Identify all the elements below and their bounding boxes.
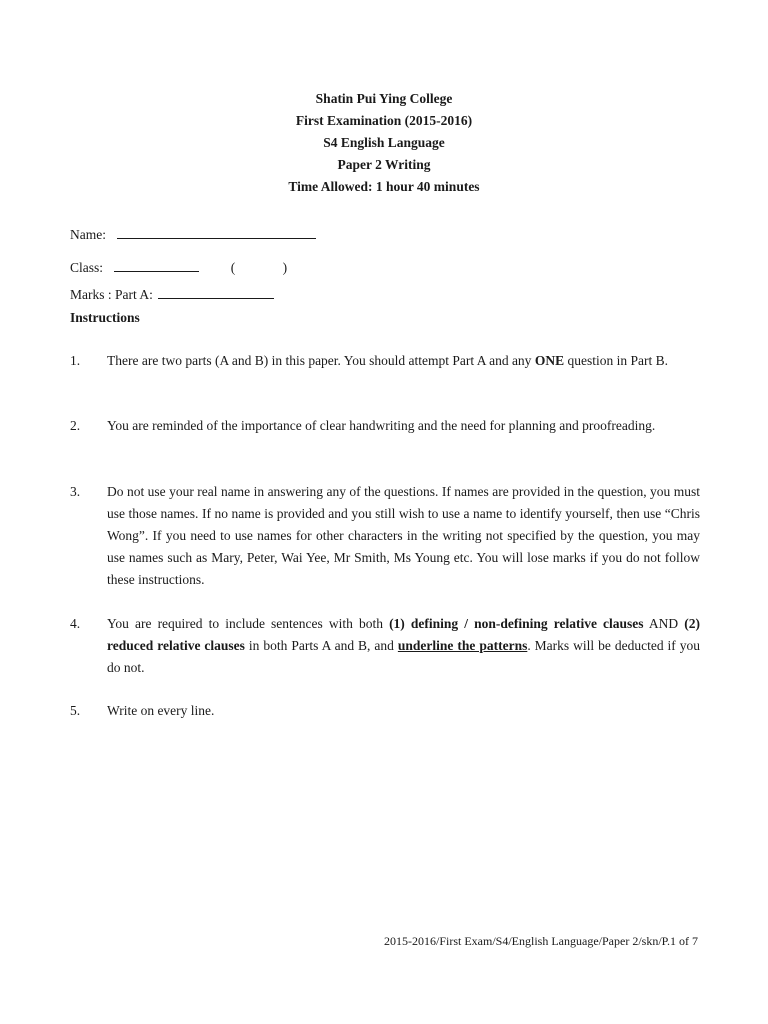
instruction-item-1: [70, 350, 700, 372]
instruction-item-2: [70, 415, 700, 437]
name-field: [70, 224, 710, 246]
marks-blank: [158, 284, 274, 299]
exam-header: [0, 88, 768, 198]
class-field: [70, 257, 710, 279]
instruction-number: 1.: [70, 353, 81, 368]
class-number-paren-open: (: [230, 260, 236, 275]
class-label: Class:: [70, 260, 104, 275]
instruction-number: 5.: [70, 703, 81, 718]
instruction-number: 2.: [70, 418, 81, 433]
instruction-text: Do not use your real name in answering any of the questions. If names are provided in the question, you must use those names. If no name is provided and you still wish to use a name to identify yourself, then use “Chris Wong”. If you need to use names for other characters in the writing not specified by the question, you may use names such as Mary, Peter, Wai Yee, Mr Smith, Ms Young etc. You will lose marks if you do not follow these instructions.: [107, 484, 700, 587]
instruction-text: There are two parts (A and B) in this paper. You should attempt Part A and any ONE question in Part B.: [107, 353, 668, 368]
instructions-title: Instructions: [70, 310, 140, 325]
instruction-text: You are reminded of the importance of clear handwriting and the need for planning and proofreading.: [107, 418, 656, 433]
student-fields: [70, 224, 710, 306]
instruction-text: You are required to include sentences with both (1) defining / non-defining relative clauses AND (2) reduced relative clauses in both Parts A and B, and underline the patterns. Marks will be deducted if you do not.: [107, 616, 701, 675]
instruction-number: 3.: [70, 484, 81, 499]
instruction-item-5: [70, 700, 700, 722]
marks-field: [70, 284, 710, 306]
subject-title: S4 English Language: [323, 135, 445, 150]
school-name: Shatin Pui Ying College: [315, 91, 453, 106]
name-blank: [117, 224, 316, 239]
paper-title: Paper 2 Writing: [337, 157, 431, 172]
page-footer: 2015-2016/First Exam/S4/English Language/Paper 2/skn/P.1 of 7: [384, 934, 698, 948]
name-label: Name:: [70, 227, 106, 242]
instruction-number: 4.: [70, 616, 81, 631]
exam-title: First Examination (2015-2016): [295, 113, 473, 128]
time-allowed: Time Allowed: 1 hour 40 minutes: [288, 179, 480, 194]
class-blank: [114, 257, 199, 272]
instruction-item-4: [70, 613, 700, 679]
instruction-text: Write on every line.: [107, 703, 215, 718]
marks-label: Marks : Part A:: [70, 287, 153, 302]
instruction-item-3: [70, 481, 700, 591]
class-number-paren-close: ): [282, 260, 288, 275]
